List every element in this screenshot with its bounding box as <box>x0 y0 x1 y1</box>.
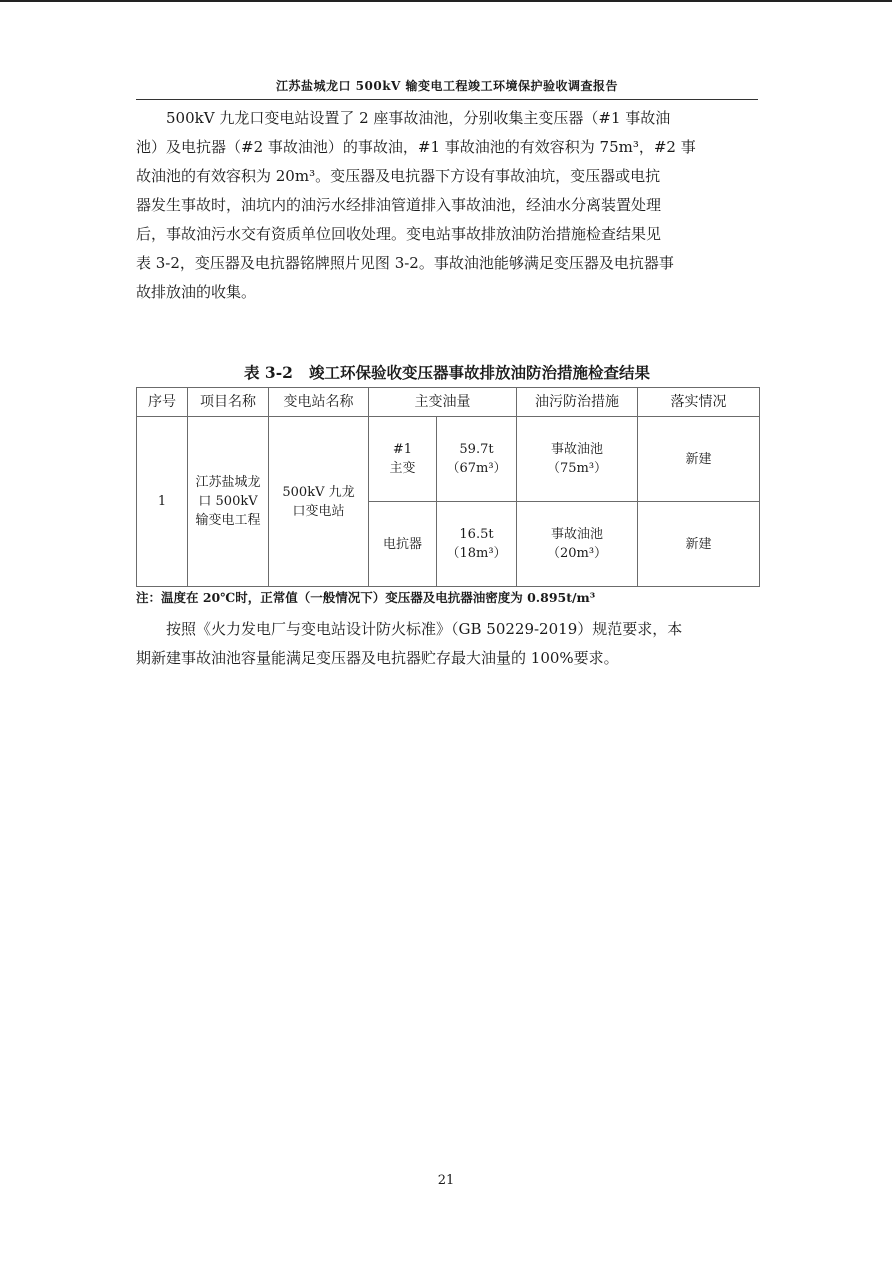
equipment-cell: 电抗器 <box>369 502 437 587</box>
paragraph-line: 故油池的有效容积为 20m³。变压器及电抗器下方设有事故油坑，变压器或电抗 <box>136 167 661 185</box>
header-cell: 主变油量 <box>369 388 517 417</box>
paragraph-line: 故排放油的收集。 <box>136 283 257 301</box>
paragraph-1 <box>136 104 760 307</box>
paragraph-line: 表 3-2，变压器及电抗器铭牌照片见图 3-2。事故油池能够满足变压器及电抗器事 <box>136 254 674 272</box>
table-note: 注：温度在 20℃时，正常值（一般情况下）变压器及电抗器油密度为 0.895t/m³ <box>136 590 596 605</box>
paragraph-line: 500kV 九龙口变电站设置了 2 座事故油池，分别收集主变压器（#1 事故油 <box>136 109 671 127</box>
status-cell: 新建 <box>638 502 760 587</box>
table-number: 表 3-2 <box>244 363 293 382</box>
project-cell: 江苏盐城龙 口 500kV 输变电工程 <box>188 417 269 587</box>
paragraph-line: 按照《火力发电厂与变电站设计防火标准》（GB 50229-2019）规范要求，本 <box>136 620 683 638</box>
header-cell: 项目名称 <box>188 388 269 417</box>
paragraph-line: 器发生事故时，油坑内的油污水经排油管道排入事故油池，经油水分离装置处理 <box>136 196 662 214</box>
oil-volume-cell: 16.5t （18m³） <box>437 502 517 587</box>
measure-cell: 事故油池 （75m³） <box>517 417 638 502</box>
status-cell: 新建 <box>638 417 760 502</box>
oil-volume-cell: 59.7t （67m³） <box>437 417 517 502</box>
header-cell: 油污防治措施 <box>517 388 638 417</box>
paragraph-line: 池）及电抗器（#2 事故油池）的事故油，#1 事故油池的有效容积为 75m³，#2 事 <box>136 138 696 156</box>
paragraph-2 <box>136 615 760 673</box>
substation-cell: 500kV 九龙 口变电站 <box>269 417 369 587</box>
table-title: 竣工环保验收变压器事故排放油防治措施检查结果 <box>308 363 650 382</box>
table-caption <box>136 361 758 383</box>
page-number: 21 <box>437 1173 455 1188</box>
equipment-cell: #1 主变 <box>369 417 437 502</box>
header-cell: 变电站名称 <box>269 388 369 417</box>
paragraph-line: 后，事故油污水交有资质单位回收处理。变电站事故排放油防治措施检查结果见 <box>136 225 662 243</box>
table-header-row <box>137 388 760 417</box>
oil-measures-table <box>136 387 760 587</box>
header-cell: 序号 <box>137 388 188 417</box>
table-row <box>137 417 760 502</box>
page-top-border <box>0 0 892 2</box>
header-cell: 落实情况 <box>638 388 760 417</box>
paragraph-line: 期新建事故油池容量能满足变压器及电抗器贮存最大油量的 100%要求。 <box>136 649 619 667</box>
seq-cell: 1 <box>137 417 188 587</box>
running-header: 江苏盐城龙口 500kV 输变电工程竣工环境保护验收调查报告 <box>275 79 619 93</box>
header-rule <box>136 99 758 100</box>
measure-cell: 事故油池 （20m³） <box>517 502 638 587</box>
